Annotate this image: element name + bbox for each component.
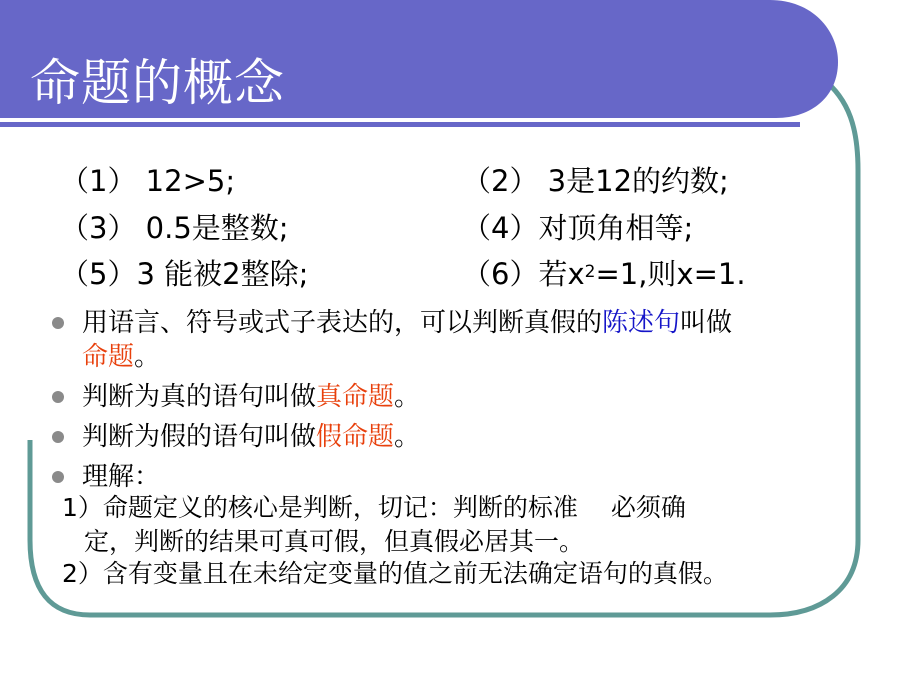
bullet-dot-icon [52, 391, 64, 403]
example-4 [462, 210, 693, 246]
example-6 [462, 256, 746, 292]
example-5 [60, 256, 308, 292]
title-underline [0, 122, 800, 127]
list-item-true-proposition [48, 380, 858, 414]
declarative-sentence-term: 陈述句 [602, 308, 681, 338]
proposition-term: 命题 [82, 342, 135, 372]
example-3-text: 0.5是整数; [136, 211, 289, 245]
slide-title: 命题的概念 [30, 54, 285, 112]
definition-text: 用语言、符号或式子表达的，可以判断真假的 [82, 308, 603, 338]
list-item-understanding [48, 460, 858, 494]
example-2 [462, 163, 729, 199]
bullet-dot-icon [52, 431, 64, 443]
example-1-num: （1） [60, 164, 137, 198]
example-4-num: （4） [462, 211, 539, 245]
true-prop-text: 判断为真的语句叫做 [82, 382, 317, 412]
example-6-num: （6） [462, 257, 539, 291]
example-2-num: （2） [462, 164, 539, 198]
example-1 [60, 163, 235, 199]
true-proposition-term: 真命题 [316, 382, 395, 412]
false-proposition-term: 假命题 [316, 422, 395, 452]
understanding-label: 理解： [82, 462, 161, 492]
definition-list [48, 306, 858, 500]
example-5-text: 3 能被2整除; [136, 257, 309, 291]
note-1-line-2: 定，判断的结果可真可假，但真假必居其一。 [84, 527, 585, 556]
list-item-false-proposition [48, 420, 858, 454]
bullet-dot-icon [52, 317, 64, 329]
example-6-text-after: =1,则x=1. [595, 257, 746, 291]
note-2: 2）含有变量且在未给定变量的值之前无法确定语句的真假。 [62, 559, 728, 588]
example-3 [60, 210, 289, 246]
example-6-exponent: 2 [584, 262, 596, 282]
example-4-text: 对顶角相等; [538, 211, 694, 245]
bullet-dot-icon [52, 471, 64, 483]
example-5-num: （5） [60, 257, 137, 291]
false-prop-end: 。 [394, 422, 421, 452]
example-6-text-before: 若x [538, 257, 585, 291]
example-1-text: 12>5; [136, 164, 236, 198]
true-prop-end: 。 [394, 382, 421, 412]
example-3-num: （3） [60, 211, 137, 245]
list-item-definition [48, 306, 858, 374]
definition-end: 。 [134, 342, 161, 372]
definition-text-2: 叫做 [680, 308, 733, 338]
false-prop-text: 判断为假的语句叫做 [82, 422, 317, 452]
example-2-text: 3是12的约数; [538, 164, 729, 198]
note-1-line-1: 1）命题定义的核心是判断，切记：判断的标准 必须确 [62, 493, 686, 522]
